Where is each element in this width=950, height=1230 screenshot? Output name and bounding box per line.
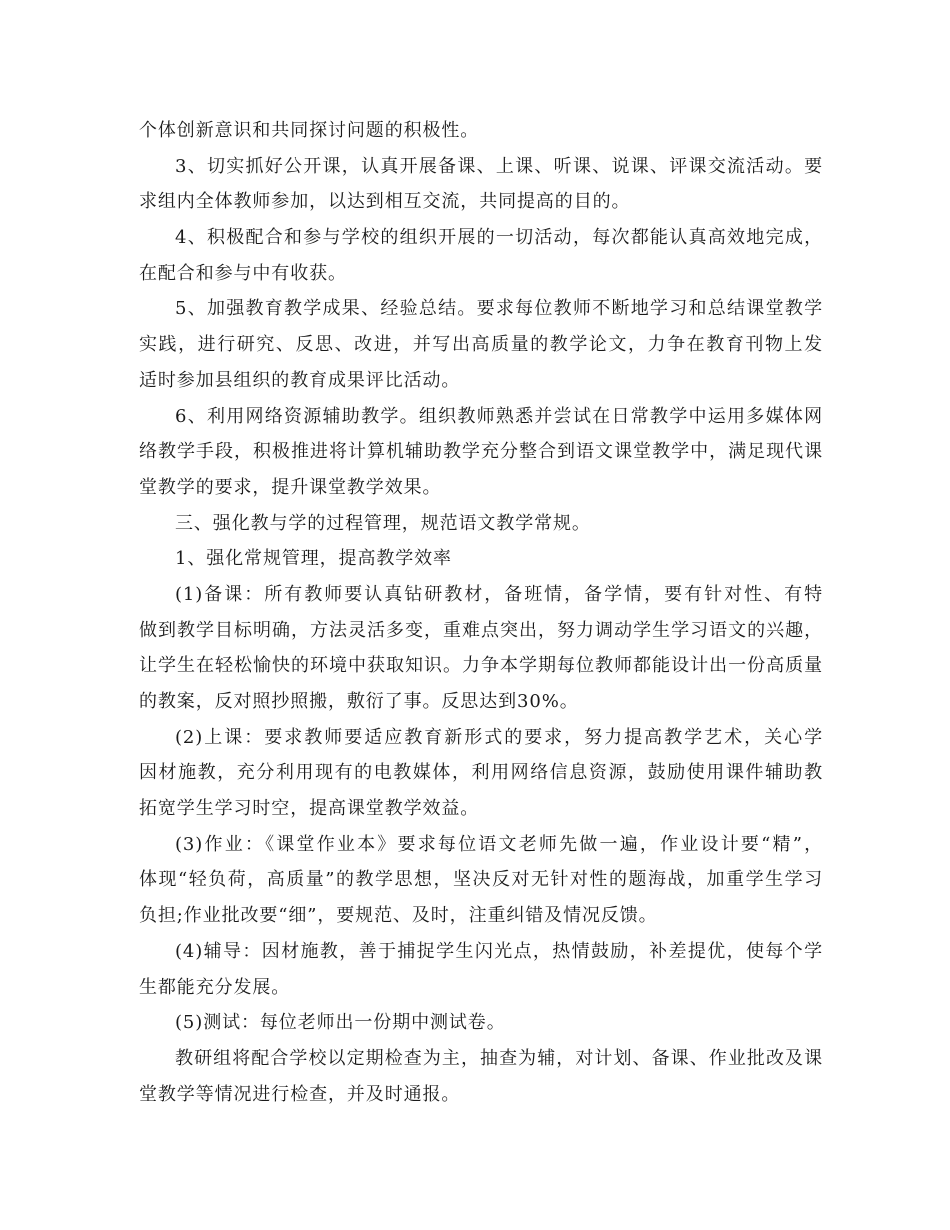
text-line: (1)备课：所有教师要认真钻研教材，备班情，备学情，要有针对性、有特	[175, 583, 823, 605]
text-line: 教研组将配合学校以定期检查为主，抽查为辅，对计划、备课、作业批改及课	[175, 1047, 823, 1069]
text-line: 适时参加县组织的教育成果评比活动。	[139, 369, 461, 391]
text-line: 生都能充分发展。	[139, 976, 291, 998]
text-line: 的教案，反对照抄照搬，敷衍了事。反思达到30%。	[139, 691, 579, 712]
text-line: (3)作业：《课堂作业本》要求每位语文老师先做一遍，作业设计要“精”，	[175, 833, 823, 855]
text-line: 负担;作业批改要“细”，要规范、及时，注重纠错及情况反馈。	[139, 905, 658, 927]
text-line: 体现“轻负荷，高质量”的教学思想，坚决反对无针对性的题海战，加重学生学习	[139, 869, 823, 891]
text-line: 拓宽学生学习时空，提高课堂教学效益。	[139, 798, 480, 820]
text-line: 络教学手段，积极推进将计算机辅助教学充分整合到语文课堂教学中，满足现代课	[139, 441, 823, 463]
text-line: 5、加强教育教学成果、经验总结。要求每位教师不断地学习和总结课堂教学	[175, 298, 823, 320]
text-line: 因材施教，充分利用现有的电教媒体，利用网络信息资源，鼓励使用课件辅助教	[139, 762, 823, 784]
text-line: 在配合和参与中有收获。	[139, 262, 347, 284]
text-line: 实践，进行研究、反思、改进，并写出高质量的教学论文，力争在教育刊物上发	[139, 334, 823, 356]
text-line: (5)测试：每位老师出一份期中测试卷。	[175, 1012, 506, 1034]
text-line: 个体创新意识和共同探讨问题的积极性。	[139, 120, 480, 141]
text-line: 3、切实抓好公开课，认真开展备课、上课、听课、说课、评课交流活动。要	[175, 155, 823, 177]
text-line: 堂教学等情况进行检查，并及时通报。	[139, 1083, 461, 1105]
text-line: 做到教学目标明确，方法灵活多变，重难点突出，努力调动学生学习语文的兴趣，	[139, 619, 823, 641]
text-line: 三、强化教与学的过程管理，规范语文教学常规。	[175, 512, 591, 534]
text-line: 1、强化常规管理，提高教学效率	[175, 548, 452, 570]
document-body	[139, 113, 823, 1112]
text-line: 堂教学的要求，提升课堂教学效果。	[139, 476, 442, 498]
text-line: (4)辅导：因材施教，善于捕捉学生闪光点，热情鼓励，补差提优，使每个学	[175, 940, 823, 962]
text-line: 让学生在轻松愉快的环境中获取知识。力争本学期每位教师都能设计出一份高质量	[139, 655, 823, 677]
text-line: 6、利用网络资源辅助教学。组织教师熟悉并尝试在日常教学中运用多媒体网	[175, 405, 823, 427]
text-line: 4、积极配合和参与学校的组织开展的一切活动，每次都能认真高效地完成，	[175, 227, 823, 249]
text-line: 求组内全体教师参加，以达到相互交流，共同提高的目的。	[139, 191, 631, 213]
text-line: (2)上课：要求教师要适应教育新形式的要求，努力提高教学艺术，关心学	[175, 726, 823, 748]
